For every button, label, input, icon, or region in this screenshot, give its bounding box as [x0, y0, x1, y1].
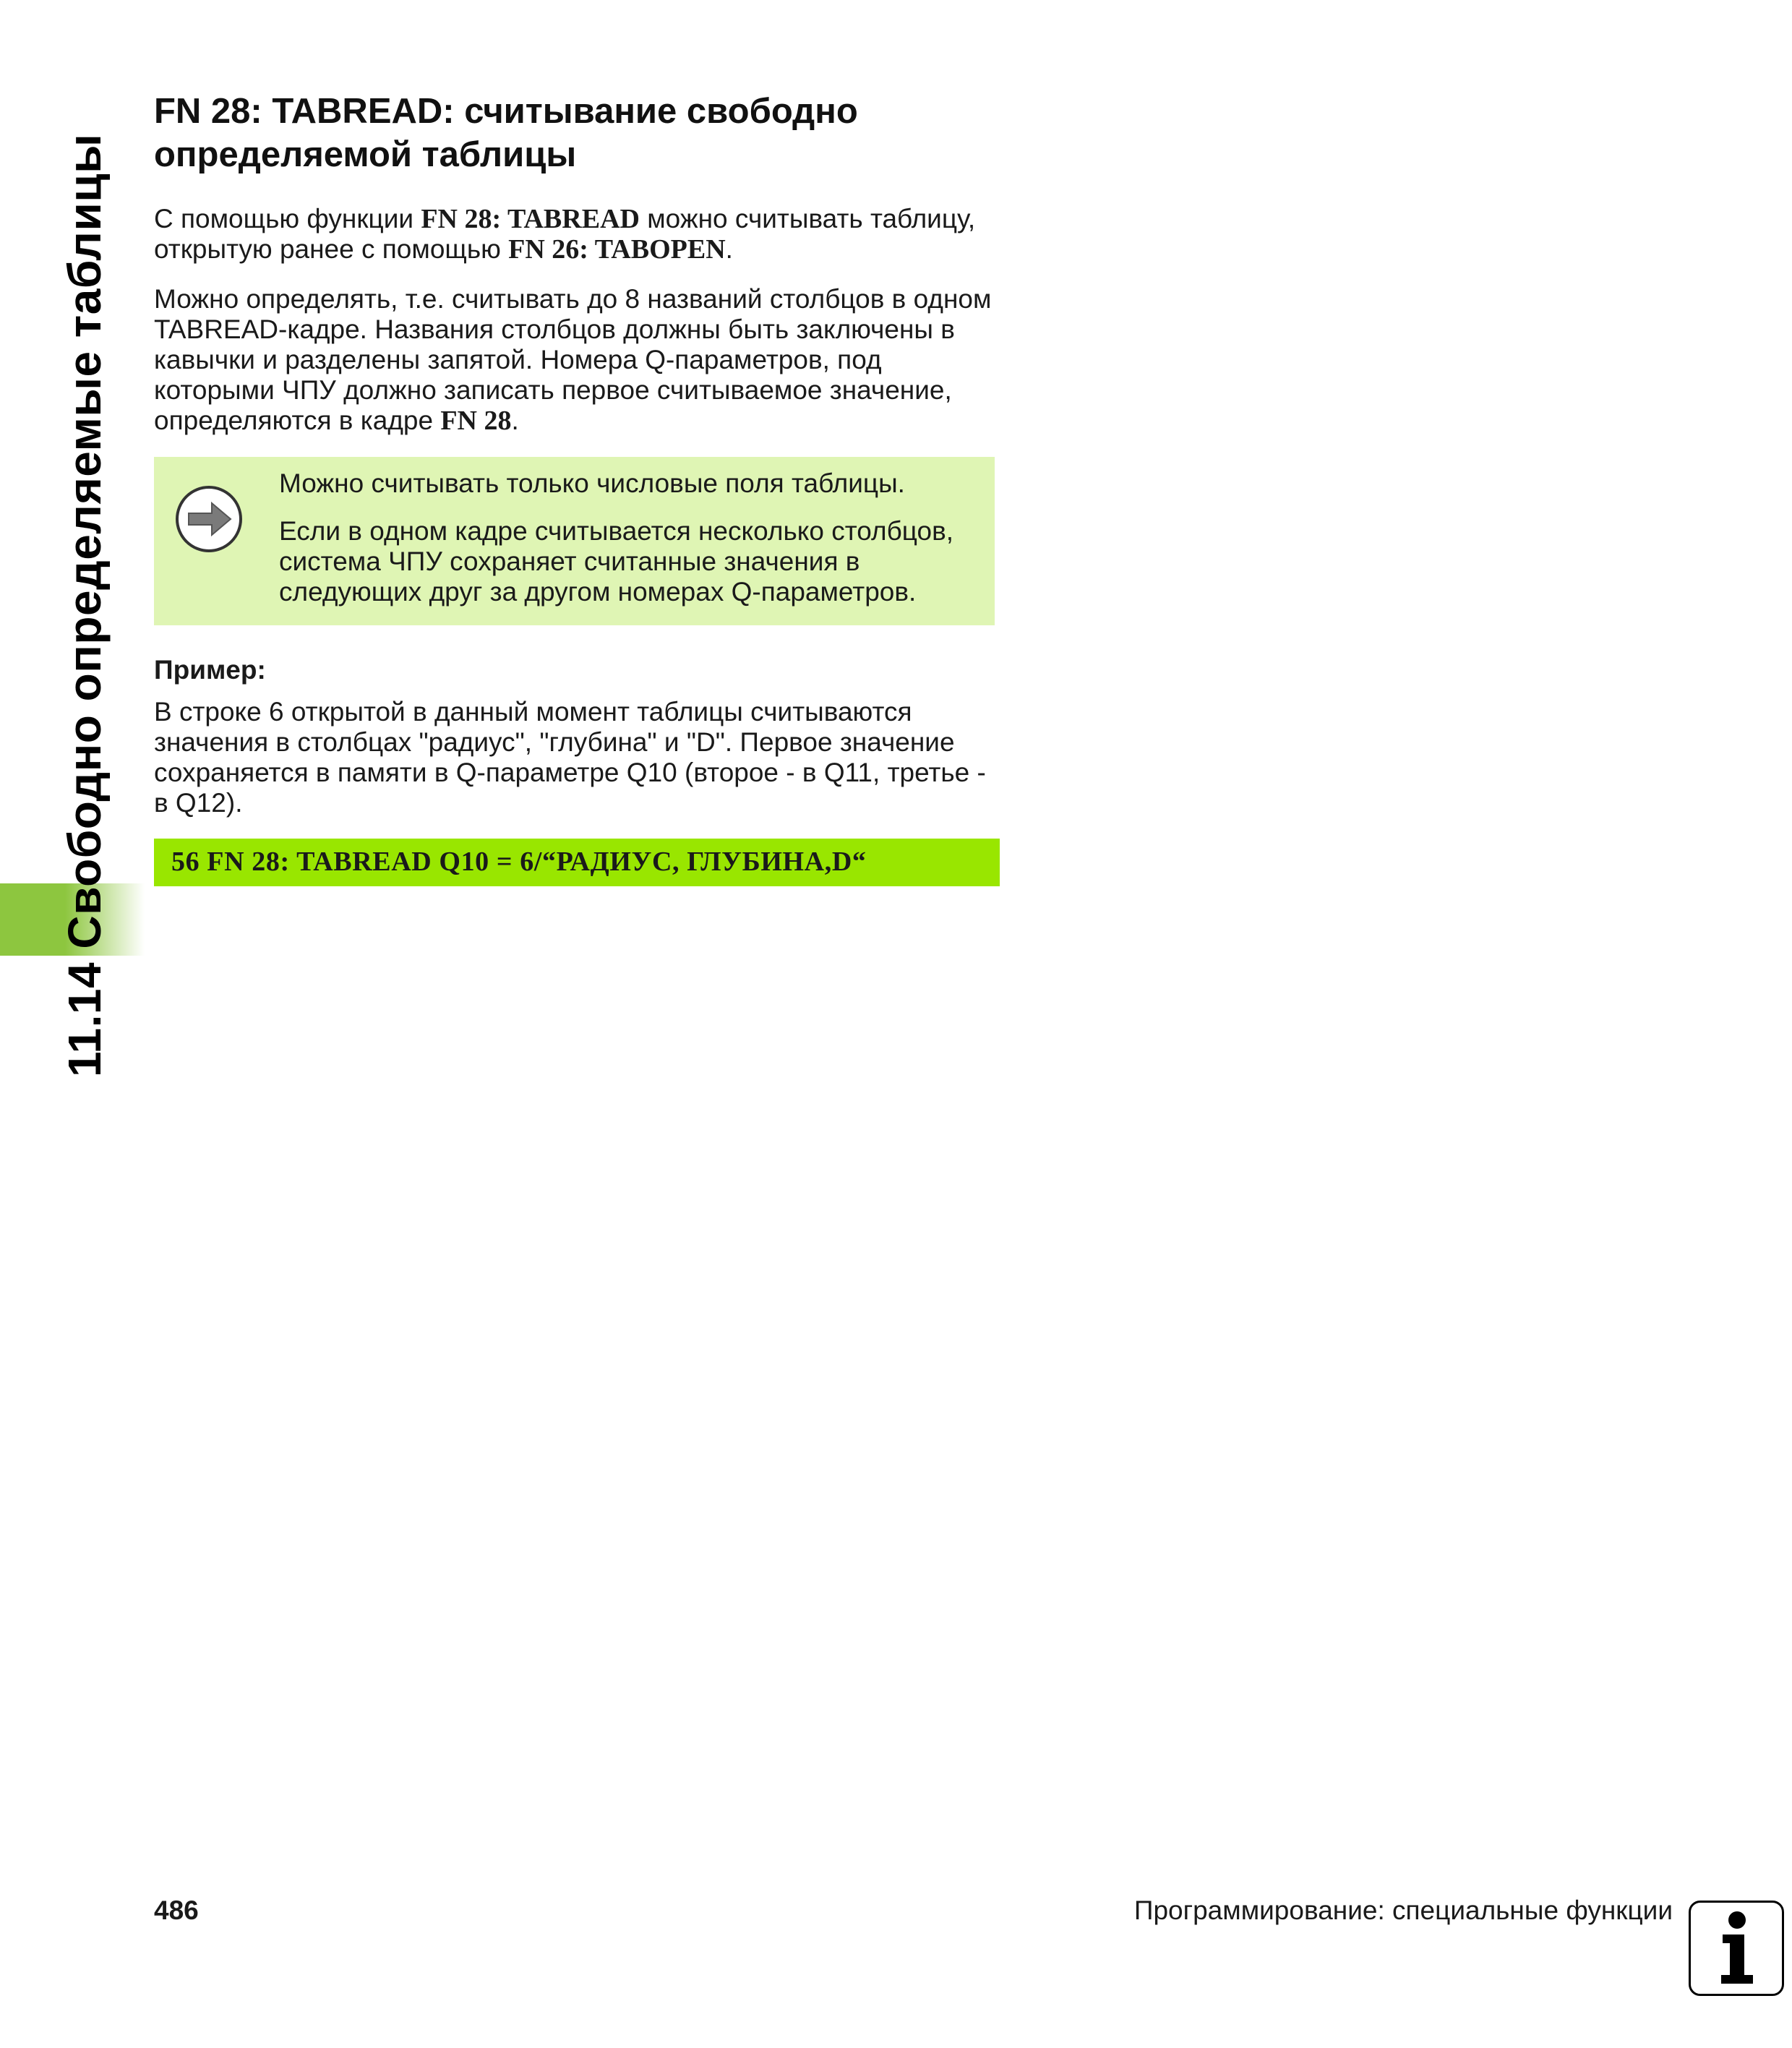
note-line-1: Можно считывать только числовые поля таблицы. — [279, 468, 905, 498]
intro-text-1: С помощью функции — [154, 204, 421, 233]
info-icon-box — [1689, 1901, 1784, 1996]
section-title-line1: FN 28: TABREAD: считывание свободно — [154, 92, 858, 131]
code-line: 56 FN 28: TABREAD Q10 = 6/“РАДИУС, ГЛУБИНА,D“ — [171, 847, 867, 877]
intro-text-3: . — [725, 234, 733, 264]
intro-code-1: FN 28: TABREAD — [421, 204, 640, 234]
info-icon — [1691, 1903, 1782, 1994]
note-text — [279, 468, 987, 625]
columns-text-2: . — [511, 406, 519, 435]
columns-code-1: FN 28 — [440, 406, 512, 436]
section-title-line2: определяемой таблицы — [154, 135, 577, 174]
columns-text-1: Можно определять, т.е. считывать до 8 названий столбцов в одном TABREAD-кадре. Названия столбцов должны быть заключены в кавычки и разделены запятой. Номера Q-параметров, под которыми ЧПУ должно записать первое считываемое значение, определяются в кадре — [154, 284, 992, 435]
intro-code-2: FN 26: TABOPEN — [508, 234, 726, 265]
code-block — [154, 839, 1000, 886]
arrow-right-icon — [174, 484, 244, 554]
chapter-title-vertical: 11.14 Свободно определяемые таблицы — [59, 133, 111, 1077]
columns-paragraph — [154, 284, 1007, 436]
footer-title: Программирование: специальные функции — [1133, 1895, 1673, 1925]
example-text: В строке 6 открытой в данный момент таблицы считываются значения в столбцах "радиус", "глубина" и "D". Первое значение сохраняется в памяти в Q-параметре Q10 (второе - в Q11, третье - в Q12). — [154, 697, 986, 818]
section-title — [154, 90, 1021, 176]
intro-text-2: можно считывать таблицу, открытую ранее с помощью — [154, 204, 976, 264]
note-box — [154, 457, 995, 625]
intro-paragraph — [154, 204, 1007, 265]
page-number: 486 — [154, 1895, 199, 1925]
example-label: Пример: — [154, 655, 266, 685]
note-line-2: Если в одном кадре считывается несколько столбцов, система ЧПУ сохраняет считанные значения в следующих друг за другом номерах Q-параметров. — [279, 516, 954, 607]
